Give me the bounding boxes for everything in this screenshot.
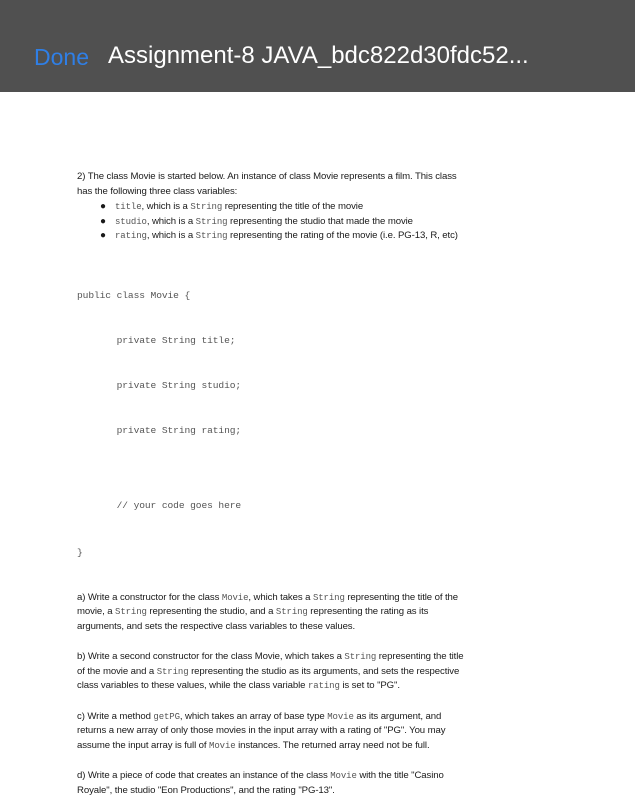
part-d-paragraph: d) Write a piece of code that creates an instance of the class Movie with the title "Casino Royale", the studio "Eon Productions", and the rating "PG-13".: [77, 770, 444, 796]
part-a-paragraph: a) Write a constructor for the class Movie, which takes a String representing the title of the movie, a String representing the studio, and a String representing the rating as its arguments, and sets the respective class variables to these values.: [77, 591, 459, 632]
list-item: ● studio, which is a String representing the studio that made the movie: [77, 215, 547, 230]
code-line: // your code goes here: [77, 499, 242, 511]
intro-line-2: has the following three class variables:: [77, 185, 238, 197]
intro-paragraph: [77, 170, 547, 199]
class-variable-list: [77, 200, 547, 244]
part-b-paragraph: b) Write a second constructor for the class Movie, which takes a String representing the title of the movie and a String representing the studio as its arguments, and sets the respective class variables to these values, while the class variable rating is set to "PG".: [77, 651, 464, 691]
bullet-icon: ●: [100, 230, 106, 241]
code-line: private String studio;: [77, 379, 242, 391]
document-title: Assignment-8 JAVA_bdc822d30fdc52...: [108, 42, 529, 69]
code-line: public class Movie {: [77, 289, 191, 301]
code-block: [77, 258, 547, 590]
bullet-icon: ●: [100, 215, 106, 227]
list-item: ● title, which is a String representing the title of the movie: [77, 200, 547, 215]
top-bar: [0, 0, 635, 92]
list-item: ● rating, which is a String representing the rating of the movie (i.e. PG-13, R, etc): [77, 229, 547, 244]
intro-line-1: 2) The class Movie is started below. An instance of class Movie represents a film. This class: [77, 171, 457, 182]
code-line: }: [77, 546, 83, 558]
document-body: [77, 170, 547, 798]
done-button[interactable]: Done: [34, 44, 89, 70]
bullet-icon: ●: [100, 201, 106, 212]
code-line: private String title;: [77, 334, 236, 346]
code-line: private String rating;: [77, 424, 242, 436]
part-c-paragraph: c) Write a method getPG, which takes an array of base type Movie as its argument, and returns a new array of only those movies in the input array with a rating of "PG". You may assume the input array is full of Movie instances. The returned array need not be full.: [77, 710, 446, 751]
